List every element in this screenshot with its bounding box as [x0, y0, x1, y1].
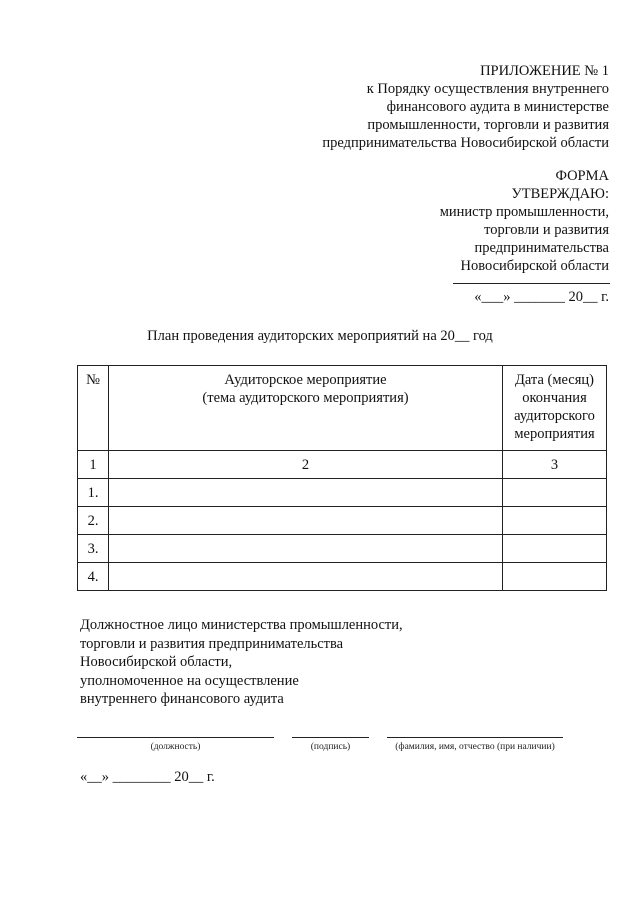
approver-position-line-3: предпринимательства	[474, 240, 609, 256]
official-line-3: Новосибирской области,	[80, 654, 233, 670]
row-event-cell[interactable]	[109, 563, 503, 591]
header-date-line-2: окончания	[522, 390, 587, 406]
table-row	[78, 479, 607, 507]
row-number: 1.	[78, 479, 109, 507]
row-date-cell[interactable]	[503, 479, 607, 507]
row-number: 4.	[78, 563, 109, 591]
approver-position-line-1: министр промышленности,	[439, 204, 609, 220]
approver-position-line-2: торговли и развития	[484, 222, 609, 238]
row-event-cell[interactable]	[109, 479, 503, 507]
approver-position-line-4: Новосибирской области	[460, 258, 609, 274]
table-row	[78, 563, 607, 591]
row-date-cell[interactable]	[503, 563, 607, 591]
official-line-1: Должностное лицо министерства промышленности,	[80, 617, 403, 633]
plan-title: План проведения аудиторских мероприятий на 20__ год	[147, 328, 493, 344]
header-event-line-2: (тема аудиторского мероприятия)	[202, 390, 409, 406]
form-label: ФОРМА	[555, 168, 609, 184]
header-event	[109, 366, 503, 451]
row-date-cell[interactable]	[503, 535, 607, 563]
header-date-line-4: мероприятия	[514, 426, 595, 442]
row-number: 3.	[78, 535, 109, 563]
appendix-line-3: финансового аудита в министерстве	[386, 99, 609, 115]
column-number-row	[78, 451, 607, 479]
approver-signature-line	[453, 283, 610, 284]
header-date-line-3: аудиторского	[514, 408, 595, 424]
header-end-date	[503, 366, 607, 451]
table-row	[78, 507, 607, 535]
official-line-2: торговли и развития предпринимательства	[80, 635, 344, 652]
appendix-line-4: промышленности, торговли и развития	[367, 117, 609, 133]
column-number-1: 1	[78, 451, 109, 479]
appendix-header	[322, 62, 609, 152]
row-date-cell[interactable]	[503, 507, 607, 535]
position-signature-line[interactable]	[77, 737, 274, 738]
full-name-caption: (фамилия, имя, отчество (при наличии)	[395, 742, 555, 752]
official-block	[80, 616, 403, 709]
signature-caption: (подпись)	[310, 742, 351, 752]
header-event-line-1: Аудиторское мероприятие	[224, 372, 387, 388]
position-caption: (должность)	[150, 742, 201, 752]
column-number-3: 3	[503, 451, 607, 479]
header-number: №	[78, 366, 109, 451]
column-number-2: 2	[109, 451, 503, 479]
official-line-4: уполномоченное на осуществление	[80, 672, 299, 689]
row-event-cell[interactable]	[109, 535, 503, 563]
row-number: 2.	[78, 507, 109, 535]
row-event-cell[interactable]	[109, 507, 503, 535]
appendix-line-2: к Порядку осуществления внутреннего	[366, 81, 609, 97]
approval-date: «___» _______ 20__ г.	[474, 289, 609, 305]
appendix-line-1: ПРИЛОЖЕНИЕ № 1	[480, 63, 609, 79]
table-header-row	[78, 366, 607, 451]
full-name-signature-line[interactable]	[387, 737, 563, 738]
approve-label: УТВЕРЖДАЮ:	[511, 186, 609, 202]
approval-block	[440, 167, 609, 275]
official-line-5: внутреннего финансового аудита	[80, 691, 284, 707]
appendix-line-5: предпринимательства Новосибирской области	[322, 135, 609, 151]
signature-line[interactable]	[292, 737, 369, 738]
header-date-line-1: Дата (месяц)	[514, 372, 595, 388]
table-row	[78, 535, 607, 563]
signing-date: «__» ________ 20__ г.	[80, 769, 215, 785]
audit-plan-table	[77, 365, 607, 591]
